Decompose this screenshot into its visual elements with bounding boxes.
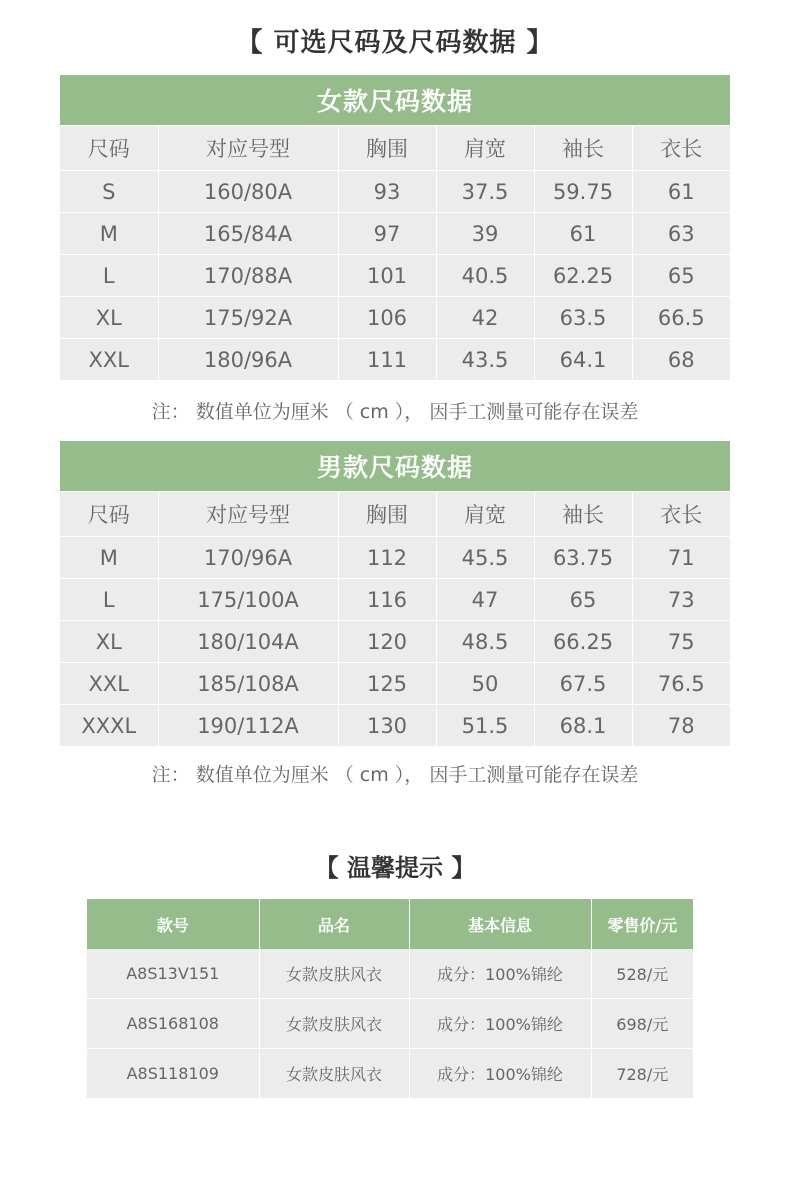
material-cell: 成分：100%锦纶 bbox=[409, 999, 591, 1049]
shoulder-cell: 43.5 bbox=[436, 339, 534, 381]
header-cell: 袖长 bbox=[534, 126, 632, 171]
length-cell: 71 bbox=[632, 537, 730, 579]
length-cell: 66.5 bbox=[632, 297, 730, 339]
length-cell: 78 bbox=[632, 705, 730, 747]
size-cell: L bbox=[60, 255, 158, 297]
header-cell: 品名 bbox=[259, 899, 409, 949]
chest-cell: 125 bbox=[338, 663, 436, 705]
material-cell: 成分：100%锦纶 bbox=[409, 1049, 591, 1099]
shoulder-cell: 42 bbox=[436, 297, 534, 339]
length-cell: 73 bbox=[632, 579, 730, 621]
sleeve-cell: 66.25 bbox=[534, 621, 632, 663]
table-row bbox=[60, 213, 730, 255]
length-cell: 65 bbox=[632, 255, 730, 297]
header-cell: 款号 bbox=[87, 899, 259, 949]
women-size-table bbox=[60, 75, 730, 381]
men-table-banner: 男款尺码数据 bbox=[60, 441, 730, 492]
chest-cell: 120 bbox=[338, 621, 436, 663]
chest-cell: 112 bbox=[338, 537, 436, 579]
table-row bbox=[87, 999, 693, 1049]
size-cell: L bbox=[60, 579, 158, 621]
sleeve-cell: 63.75 bbox=[534, 537, 632, 579]
product-name-cell: 女款皮肤风衣 bbox=[259, 1049, 409, 1099]
sleeve-cell: 65 bbox=[534, 579, 632, 621]
size-cell: XXL bbox=[60, 663, 158, 705]
price-cell: 698/元 bbox=[591, 999, 693, 1049]
model-cell: 170/88A bbox=[158, 255, 338, 297]
model-cell: 160/80A bbox=[158, 171, 338, 213]
size-cell: S bbox=[60, 171, 158, 213]
size-cell: M bbox=[60, 537, 158, 579]
shoulder-cell: 48.5 bbox=[436, 621, 534, 663]
chest-cell: 97 bbox=[338, 213, 436, 255]
length-cell: 63 bbox=[632, 213, 730, 255]
header-cell: 衣长 bbox=[632, 126, 730, 171]
men-measurement-note: 注： 数值单位为厘米 （ cm ）， 因手工测量可能存在误差 bbox=[151, 764, 639, 786]
header-cell: 基本信息 bbox=[409, 899, 591, 949]
model-cell: 180/104A bbox=[158, 621, 338, 663]
table-row bbox=[60, 339, 730, 381]
shoulder-cell: 40.5 bbox=[436, 255, 534, 297]
sku-cell: A8S118109 bbox=[87, 1049, 259, 1099]
header-cell: 肩宽 bbox=[436, 126, 534, 171]
shoulder-cell: 47 bbox=[436, 579, 534, 621]
size-cell: XL bbox=[60, 621, 158, 663]
model-cell: 185/108A bbox=[158, 663, 338, 705]
material-cell: 成分：100%锦纶 bbox=[409, 949, 591, 999]
table-row bbox=[87, 1049, 693, 1099]
page-title: 【 可选尺码及尺码数据 】 bbox=[236, 28, 554, 58]
sleeve-cell: 59.75 bbox=[534, 171, 632, 213]
shoulder-cell: 39 bbox=[436, 213, 534, 255]
shoulder-cell: 51.5 bbox=[436, 705, 534, 747]
length-cell: 68 bbox=[632, 339, 730, 381]
product-name-cell: 女款皮肤风衣 bbox=[259, 999, 409, 1049]
header-cell: 胸围 bbox=[338, 126, 436, 171]
size-cell: XXXL bbox=[60, 705, 158, 747]
women-measurement-note: 注： 数值单位为厘米 （ cm ）， 因手工测量可能存在误差 bbox=[151, 401, 639, 423]
price-cell: 728/元 bbox=[591, 1049, 693, 1099]
product-name-cell: 女款皮肤风衣 bbox=[259, 949, 409, 999]
table-row bbox=[60, 171, 730, 213]
header-cell: 零售价/元 bbox=[591, 899, 693, 949]
chest-cell: 101 bbox=[338, 255, 436, 297]
chest-cell: 130 bbox=[338, 705, 436, 747]
chest-cell: 111 bbox=[338, 339, 436, 381]
shoulder-cell: 45.5 bbox=[436, 537, 534, 579]
sleeve-cell: 67.5 bbox=[534, 663, 632, 705]
sleeve-cell: 61 bbox=[534, 213, 632, 255]
model-cell: 180/96A bbox=[158, 339, 338, 381]
length-cell: 76.5 bbox=[632, 663, 730, 705]
table-row bbox=[60, 621, 730, 663]
table-header-row bbox=[60, 126, 730, 171]
model-cell: 170/96A bbox=[158, 537, 338, 579]
header-cell: 衣长 bbox=[632, 492, 730, 537]
shoulder-cell: 50 bbox=[436, 663, 534, 705]
price-cell: 528/元 bbox=[591, 949, 693, 999]
table-row bbox=[60, 537, 730, 579]
tips-title: 【 温馨提示 】 bbox=[314, 854, 476, 882]
table-row bbox=[60, 663, 730, 705]
sku-cell: A8S168108 bbox=[87, 999, 259, 1049]
header-cell: 袖长 bbox=[534, 492, 632, 537]
chest-cell: 116 bbox=[338, 579, 436, 621]
table-row bbox=[60, 297, 730, 339]
table-row bbox=[60, 705, 730, 747]
table-row bbox=[60, 579, 730, 621]
header-cell: 尺码 bbox=[60, 492, 158, 537]
header-cell: 肩宽 bbox=[436, 492, 534, 537]
model-cell: 175/100A bbox=[158, 579, 338, 621]
chest-cell: 93 bbox=[338, 171, 436, 213]
model-cell: 175/92A bbox=[158, 297, 338, 339]
model-cell: 165/84A bbox=[158, 213, 338, 255]
size-cell: XXL bbox=[60, 339, 158, 381]
header-cell: 对应号型 bbox=[158, 126, 338, 171]
sleeve-cell: 68.1 bbox=[534, 705, 632, 747]
sku-cell: A8S13V151 bbox=[87, 949, 259, 999]
header-cell: 尺码 bbox=[60, 126, 158, 171]
header-cell: 胸围 bbox=[338, 492, 436, 537]
chest-cell: 106 bbox=[338, 297, 436, 339]
sleeve-cell: 64.1 bbox=[534, 339, 632, 381]
sleeve-cell: 62.25 bbox=[534, 255, 632, 297]
sleeve-cell: 63.5 bbox=[534, 297, 632, 339]
women-table-banner: 女款尺码数据 bbox=[60, 75, 730, 126]
table-row bbox=[60, 255, 730, 297]
length-cell: 75 bbox=[632, 621, 730, 663]
men-size-table bbox=[60, 441, 730, 747]
product-info-table bbox=[87, 899, 693, 1099]
size-cell: M bbox=[60, 213, 158, 255]
length-cell: 61 bbox=[632, 171, 730, 213]
size-cell: XL bbox=[60, 297, 158, 339]
table-row bbox=[87, 949, 693, 999]
table-header-row bbox=[60, 492, 730, 537]
shoulder-cell: 37.5 bbox=[436, 171, 534, 213]
header-cell: 对应号型 bbox=[158, 492, 338, 537]
table-header-row bbox=[87, 899, 693, 949]
model-cell: 190/112A bbox=[158, 705, 338, 747]
